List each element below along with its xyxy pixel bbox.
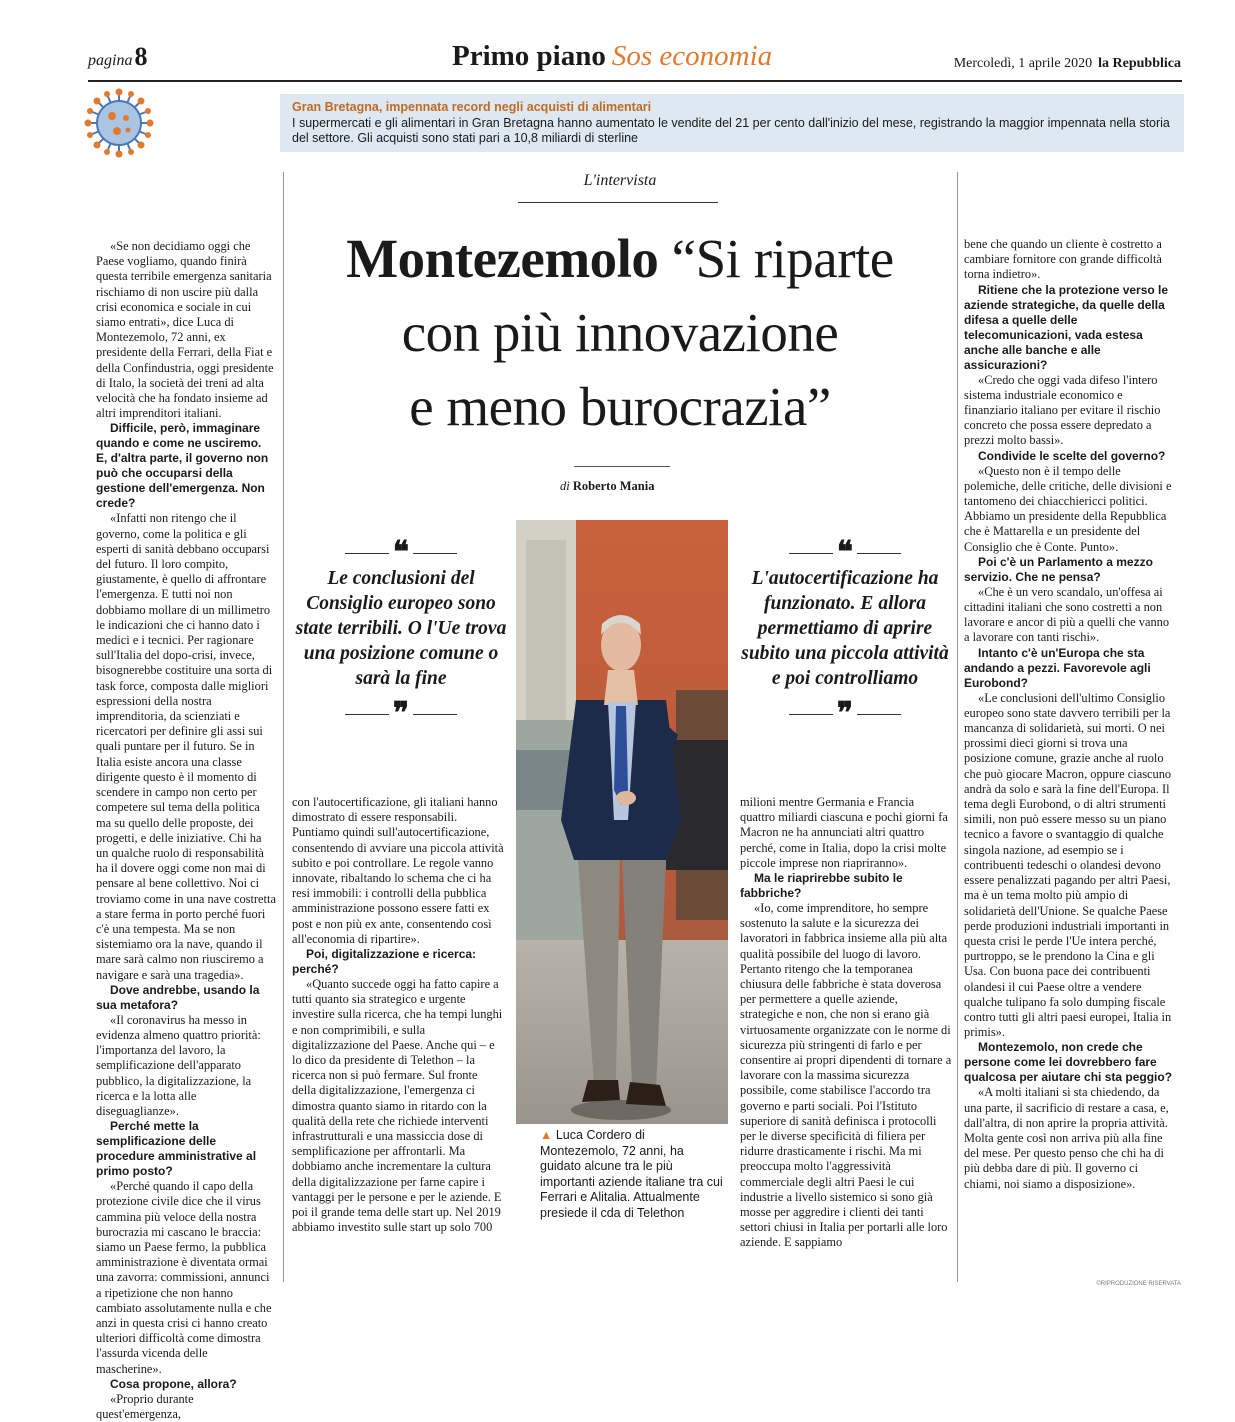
interview-question: Condivide le scelte del governo? <box>978 448 1166 463</box>
interview-question: Ma le riaprirebbe subito le fabbriche? <box>740 871 903 901</box>
byline-author: Roberto Mania <box>572 479 655 493</box>
headline <box>286 222 954 444</box>
subsection-title: Sos economia <box>611 40 773 72</box>
headline-name: Montezemolo <box>346 228 659 289</box>
page-label: pagina <box>88 52 133 69</box>
answer-paragraph: «Questo non è il tempo delle polemiche, delle critiche, delle divisioni e tantomeno dei chiacchiericci politici. Abbiamo un presidente della Repubblica che è Mattarella e un presidente del Consiglio che è Conte. Punto». <box>964 463 1172 554</box>
interview-question: Difficile, però, immaginare quando e come ne usciremo. E, d'altra parte, il governo non può che occuparsi della gestione dell'emergenza. Non crede? <box>96 421 269 511</box>
pullquote-right-text: L'autocertificazione ha funzionato. E allora permettiamo di aprire subito una piccola attività e poi controlliamo <box>741 568 949 689</box>
answer-paragraph: «Le conclusioni dell'ultimo Consiglio europeo sono state davvero terribili per la mancanza di solidarietà, sui morti. O nei prossimi dieci giorni si trova una posizione comune, grazie anche al ruolo che può giocare Macron, oppure ciascuno andrà da solo e sarà la fine dell'Europa. Il tema degli Eurobond, o di altri strumenti simili, non può essere messo su un piano tecnico a favore o svantaggio di qualche singola nazione, ad esempio se i contribuenti tedeschi o olandesi devono essere penalizzati pagando per altri Paesi, ma è un tema molto più ampio di solidarietà dell'Unione. Se qualche Paese perde produzioni industriali importanti in questa crisi le perde l'Ue intera perché, purtroppo, se le prendono la Cina e gli Usa. Con buona pace dei contribuenti olandesi il cui Paese oltre a vendere qualche tulipano fa solo dumping fiscale contro tutti gli altri paesi europei, Italia in primis». <box>964 690 1172 1040</box>
interview-question: Perché mette la semplificazione delle procedure amministrative al primo posto? <box>96 1119 257 1179</box>
kicker-rule <box>518 202 718 203</box>
interview-question: Poi, digitalizzazione e ricerca: perché? <box>292 947 477 977</box>
article-column-4 <box>964 237 1176 1192</box>
issue-date: Mercoledì, 1 aprile 2020 <box>953 56 1093 71</box>
copyright-notice: ©RIPRODUZIONE RISERVATA <box>1096 1281 1181 1287</box>
headline-line-1: “Si riparte <box>671 228 894 289</box>
answer-paragraph: «Credo che oggi vada difeso l'intero sistema industriale economico e finanziario italiano per evitare il rischio concreto che possa essere depredato a prezzi molto bassi». <box>964 372 1161 448</box>
answer-paragraph: «Che è un vero scandalo, un'offesa ai cittadini italiani che sono costretti a non lavorare e ancor di più a quelli che vanno a lavorare con tanti rischi». <box>964 584 1170 645</box>
quote-open-mark: ❝ <box>294 536 508 562</box>
header-rule <box>88 80 1182 82</box>
pullquote-left-text: Le conclusioni del Consiglio europeo sono state terribili. O l'Ue trova una posizione comune o sarà la fine <box>295 568 507 689</box>
banner-title: Gran Bretagna, impennata record negli acquisti di alimentari <box>292 100 652 114</box>
interview-question: Montezemolo, non crede che persone come lei dovrebbero fare qualcosa per aiutare chi sta peggio? <box>964 1040 1173 1085</box>
portrait-photo <box>516 520 728 1124</box>
answer-paragraph: «A molti italiani si sta chiedendo, da una parte, il sacrificio di restare a casa, e, dall'altra, di non aprire la propria attività. Molta gente così non arriva più alla fine del mese. Per questo penso che chi ha di più debba dare di più. Il governo ci chiami, noi siamo a disposizione». <box>964 1085 1169 1191</box>
pullquote-right <box>738 536 952 731</box>
interview-question: Dove andrebbe, usando la sua metafora? <box>96 982 260 1012</box>
article-column-1 <box>96 239 276 1422</box>
pullquote-left <box>294 536 508 731</box>
kicker: L'intervista <box>583 172 657 189</box>
byline-prefix: di <box>560 479 570 493</box>
interview-question: Cosa propone, allora? <box>110 1376 237 1391</box>
answer-paragraph: «Io, come imprenditore, ho sempre sostenuto la salute e la sicurezza dei lavoratori in fabbrica insieme alla più alta qualità possibile del luogo di lavoro. Pertanto ritengo che la temporanea chiusura delle fabbriche è stata doverosa per permettere a quelle aziende, strategiche e non, che non si erano già virtuosamente organizzate con le norme di sicurezza più stringenti di farlo e per consentire ai propri dipendenti di tornare a lavorare con la massima sicurezza possibile, come stabilisce l'accordo tra governo e parti sociali. Poi l'Istituto superiore di sanità definisca i protocolli per le diverse specificità di filiera per ridurre drasticamente i rischi. Ma mi preoccupa molto l'aggressività commerciale degli altri Paesi le cui industrie a livello sistemico si sono già mosse per aggredire i clienti dei tanti settori chiusi in Italia per portarli alle loro aziende. E sappiamo <box>740 901 952 1250</box>
banner-body: I supermercati e gli alimentari in Gran Bretagna hanno aumentato le vendite del 21 per cento dall'inizio del mese, registrando la maggior impennata nella storia del settore. Gli acquisti sono stati pari a 10,8 miliardi di sterline <box>292 116 1170 145</box>
interview-question: Intanto c'è un'Europa che sta andando a pezzi. Favorevole agli Eurobond? <box>964 645 1151 690</box>
answer-paragraph: con l'autocertificazione, gli italiani hanno dimostrato di essere responsabili. Puntiamo quindi sull'autocertificazione, consentendo di avviare una piccola attività subito e poi controllare. Le regole vanno innovate, ribaltando lo schema che ci ha resi immobili: i controlli della pubblica amministrazione possono essere fatti ex post e non più ex ante, consentendo così all'economia di ripartire». <box>292 795 504 946</box>
headline-line-3: e meno burocrazia” <box>409 376 831 437</box>
caption-arrow-icon: ▲ <box>540 1128 553 1142</box>
section-header <box>452 40 772 73</box>
quote-close-mark: ❞ <box>738 697 952 723</box>
byline <box>560 479 684 494</box>
header-date-masthead <box>954 56 1181 72</box>
section-title: Primo piano <box>452 40 606 72</box>
answer-paragraph: «Quanto succede oggi ha fatto capire a tutti quanto sia strategico e urgente investire sulla ricerca, che ha tempi lunghi e non comprimibili, e sulla digitalizzazione del Paese. Anche qui – e lo dico da presidente di Telethon – la ricerca non si può fermare. Sul fronte della digitalizzazione, l'emergenza ci dimostra quanto siamo in ritardo con la qualità della rete che richiede interventi infrastrutturali e una massiccia dose di semplificazione per affrontarli. Ma dobbiamo anche incrementare la cultura della digitalizzazione per farne capire i vantaggi per le persone e per le aziende. E poi il grande tema delle start up. Nel 2019 abbiamo investito sulle start up solo 700 <box>292 977 503 1235</box>
answer-paragraph: «Proprio durante quest'emergenza, <box>96 1391 194 1421</box>
column-divider <box>283 172 284 1282</box>
caption-text: Luca Cordero di Montezemolo, 72 anni, ha guidato alcune tra le più importanti aziende italiane tra cui Ferrari e Alitalia. Attualmente presiede il cda di Telethon <box>540 1128 723 1220</box>
answer-paragraph: milioni mentre Germania e Francia quattro miliardi ciascuna e pochi giorni fa Macron ne ha annunciati altri quattro perché, come in Italia, dopo la crisi molte piccole imprese non riapriranno». <box>740 795 948 870</box>
answer-paragraph: «Infatti non ritengo che il governo, come la politica e gli esperti di sanità debbano occuparsi del futuro. Il loro compito, giustamente, è quello di affrontare l'emergenza. E tutti noi non dobbiamo mollare di un millimetro le indicazioni che ci hanno dato i medici e i tecnici. Per ragionare sull'Italia del dopo-crisi, invece, bisognerebbe costituire una sorta di task force, composta dalle migliori espressioni della nostra imprenditoria, da scienziati e ricercatori per definire gli assi sui quali puntare per il futuro. Se in Italia esiste ancora una classe dirigente questo è il momento di scendere in campo non certo per competere sul tema della politica ma su quello delle proposte, dei progetti, e delle iniziative. Chi ha un qualche ruolo di responsabilità ha il dovere oggi come non mai di pensare al bene collettivo. Noi ci troviamo come in una nave costretta a stare ferma in porto perché fuori c'è una tempesta. Ma se non sistemiamo ora la nave, quando il mare sarà calmo non riusciremo a navigare e sarà una tragedia». <box>96 511 276 982</box>
answer-paragraph: «Se non decidiamo oggi che Paese vogliamo, quando finirà questa terribile emergenza sanitaria rischiamo di non uscire più dalla crisi economica e sociale in cui siamo entrati», dice Luca di Montezemolo, 72 anni, ex presidente della Ferrari, della Fiat e della Confindustria, oggi presidente di Italo, la società dei treni ad alta velocità che ha fondato insieme ad altri imprenditori italiani. <box>96 239 274 421</box>
column-divider <box>957 172 958 1282</box>
photo-caption <box>540 1128 725 1221</box>
article-column-2 <box>292 795 504 1235</box>
byline-rule <box>574 466 670 467</box>
coronavirus-icon <box>84 88 154 158</box>
interview-question: Poi c'è un Parlamento a mezzo servizio. Che ne pensa? <box>964 554 1153 584</box>
answer-paragraph: bene che quando un cliente è costretto a cambiare fornitore con grande difficoltà torna indietro». <box>964 237 1162 282</box>
article-column-3 <box>740 795 952 1251</box>
answer-paragraph: «Il coronavirus ha messo in evidenza almeno quattro priorità: l'importanza del lavoro, la semplificazione dell'apparato pubblico, la digitalizzazione, la ricerca e la lotta alle diseguaglianze». <box>96 1012 261 1118</box>
interview-question: Ritiene che la protezione verso le aziende strategiche, da quelle della difesa a quelle delle telecomunicazioni, vada estesa anche alle banche e alle assicurazioni? <box>964 282 1169 372</box>
quote-close-mark: ❞ <box>294 697 508 723</box>
answer-paragraph: «Perché quando il capo della protezione civile dice che il virus cammina più veloce della nostra burocrazia mi cascano le braccia: siamo un Paese fermo, la pubblica amministrazione è diventata ormai una zavorra: commissioni, annunci a ripetizione che non hanno cambiato assolutamente nulla e che anzi in questa crisi ci hanno creato ulteriori difficoltà come dimostra l'assurda vicenda delle mascherine». <box>96 1179 272 1376</box>
page-number-value: 8 <box>134 42 148 71</box>
quote-open-mark: ❝ <box>738 536 952 562</box>
headline-line-2: con più innovazione <box>401 302 839 363</box>
masthead-logo: la Repubblica <box>1098 56 1181 71</box>
page-number <box>88 42 147 72</box>
